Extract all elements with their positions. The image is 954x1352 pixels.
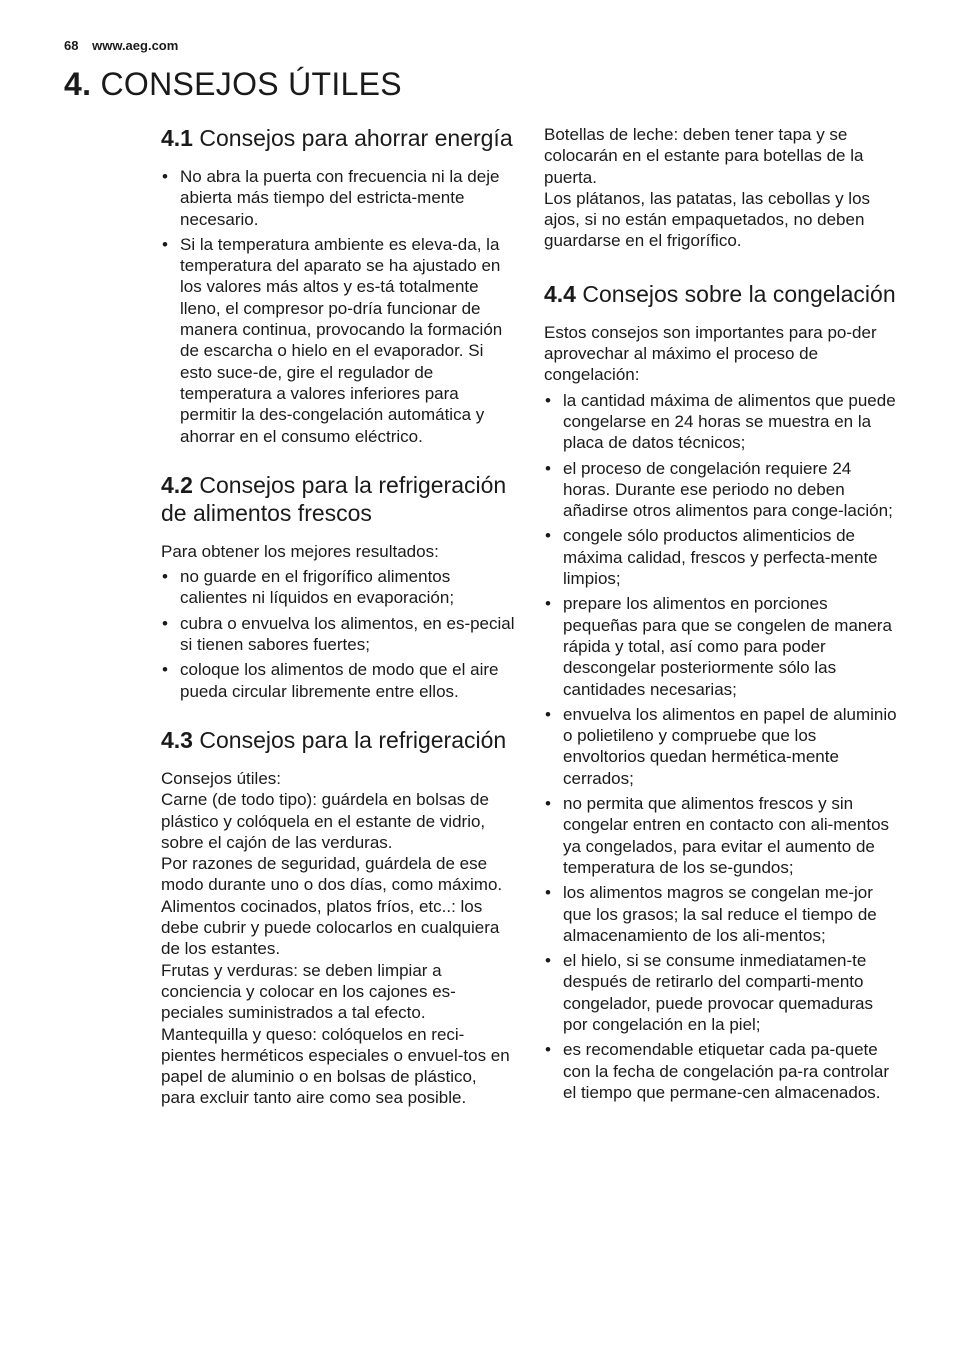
paragraph: Consejos útiles: (161, 768, 282, 788)
section-4-2 (161, 471, 515, 702)
section-title: Consejos para ahorrar energía (199, 125, 513, 151)
list-item: • es recomendable etiquetar cada pa-quete con la fecha de congelación pa-ra controlar el tiempo que permane-cen almacenados. (544, 1039, 898, 1103)
list-item: • el hielo, si se consume inmediatamen-te después de retirarlo del comparti-mento congelador, puede provocar quemaduras por congelación en la piel; (544, 950, 898, 1035)
paragraph: Frutas y verduras: se deben limpiar a conciencia y colocar en los cajones es-peciales suministrados a tal efecto. (161, 960, 456, 1023)
chapter-title (64, 66, 402, 103)
paragraph: Los plátanos, las patatas, las cebollas y los ajos, si no están empaquetados, no deben guardarse en el frigorífico. (544, 188, 871, 251)
section-4-3 (161, 726, 515, 1109)
list-item: • congele sólo productos alimenticios de máxima calidad, frescos y perfecta-mente limpios; (544, 525, 898, 589)
paragraph: Mantequilla y queso: colóquelos en reci-pientes herméticos especiales o envuel-tos en papel de aluminio o en bolsas de plástico, para excluir tanto aire como sea posible. (161, 1024, 510, 1108)
section-intro: Estos consejos son importantes para po-der aprovechar al máximo el proceso de congelación: (544, 322, 877, 385)
section-4-1 (161, 124, 515, 447)
section-4-4 (544, 280, 898, 1103)
chapter-title-text: CONSEJOS ÚTILES (100, 66, 402, 102)
list-item: • envuelva los alimentos en papel de aluminio o polietileno y compruebe que los envoltorios quedan hermética-mente cerrados; (544, 704, 898, 789)
section-number: 4.1 (161, 125, 193, 151)
page-header (64, 38, 178, 53)
section-heading (161, 726, 515, 754)
list-item: • prepare los alimentos en porciones pequeñas para que se congelen de manera rápida y total, así como para poder descongelar posteriormente sólo las cantidades necesarias; (544, 593, 898, 699)
left-column (161, 124, 515, 1133)
section-title: Consejos sobre la congelación (582, 280, 896, 307)
section-title: Consejos para la refrigeración de alimentos frescos (161, 471, 507, 526)
section-number: 4.3 (161, 726, 193, 753)
paragraph: Por razones de seguridad, guárdela de ese modo durante uno o dos días, como máximo. (161, 854, 503, 895)
section-number: 4.4 (544, 280, 576, 307)
page-number: 68 (64, 38, 79, 53)
list-item: • los alimentos magros se congelan me-jor que los grasos; la sal reduce el tiempo de almacenamiento de los ali-mentos; (544, 882, 898, 946)
paragraph: Alimentos cocinados, platos fríos, etc..: los debe cubrir y puede colocarlos en cualquiera de los estantes. (161, 896, 500, 959)
bullet-list (544, 390, 898, 1104)
list-item: • el proceso de congelación requiere 24 horas. Durante ese periodo no deben añadirse otros alimentos para conge-lación; (544, 458, 898, 522)
section-heading (544, 280, 898, 308)
paragraph: Botellas de leche: deben tener tapa y se colocarán en el estante para botellas de la puerta. (544, 125, 864, 187)
list-item: • Si la temperatura ambiente es eleva-da, la temperatura del aparato se ha ajustado en los valores más altos y es-tá totalmente lleno, el compresor po-dría funcionar de manera continua, provocando la formación de escarcha o hielo en el evaporador. Si esto suce-de, gire el regulador de temperatura a valores inferiores para permitir la des-congelación automática y ahorrar en el consumo eléctrico. (161, 234, 515, 447)
list-item: • cubra o envuelva los alimentos, en es-pecial si tienen sabores fuertes; (161, 613, 515, 656)
section-title: Consejos para la refrigeración (199, 726, 507, 753)
section-intro: Para obtener los mejores resultados: (161, 541, 439, 561)
list-item: • no guarde en el frigorífico alimentos calientes ni líquidos en evaporación; (161, 566, 515, 609)
right-column (544, 124, 898, 1127)
section-4-3-continued (544, 124, 898, 252)
website-url: www.aeg.com (92, 38, 179, 53)
paragraph: Carne (de todo tipo): guárdela en bolsas de plástico y colóquela en el estante de vidrio, sobre el cajón de las verduras. (161, 790, 489, 852)
chapter-number: 4. (64, 66, 92, 102)
section-heading (161, 124, 515, 152)
section-number: 4.2 (161, 471, 193, 498)
section-heading (161, 471, 515, 527)
list-item: • No abra la puerta con frecuencia ni la deje abierta más tiempo del estricta-mente necesario. (161, 166, 515, 230)
bullet-list (161, 566, 515, 702)
bullet-list (161, 166, 515, 447)
list-item: • coloque los alimentos de modo que el aire pueda circular libremente entre ellos. (161, 659, 515, 702)
list-item: • no permita que alimentos frescos y sin congelar entren en contacto con ali-mentos ya congelados, para evitar el aumento de temperatura de los se-gundos; (544, 793, 898, 878)
list-item: • la cantidad máxima de alimentos que puede congelarse en 24 horas se muestra en la placa de datos técnicos; (544, 390, 898, 454)
